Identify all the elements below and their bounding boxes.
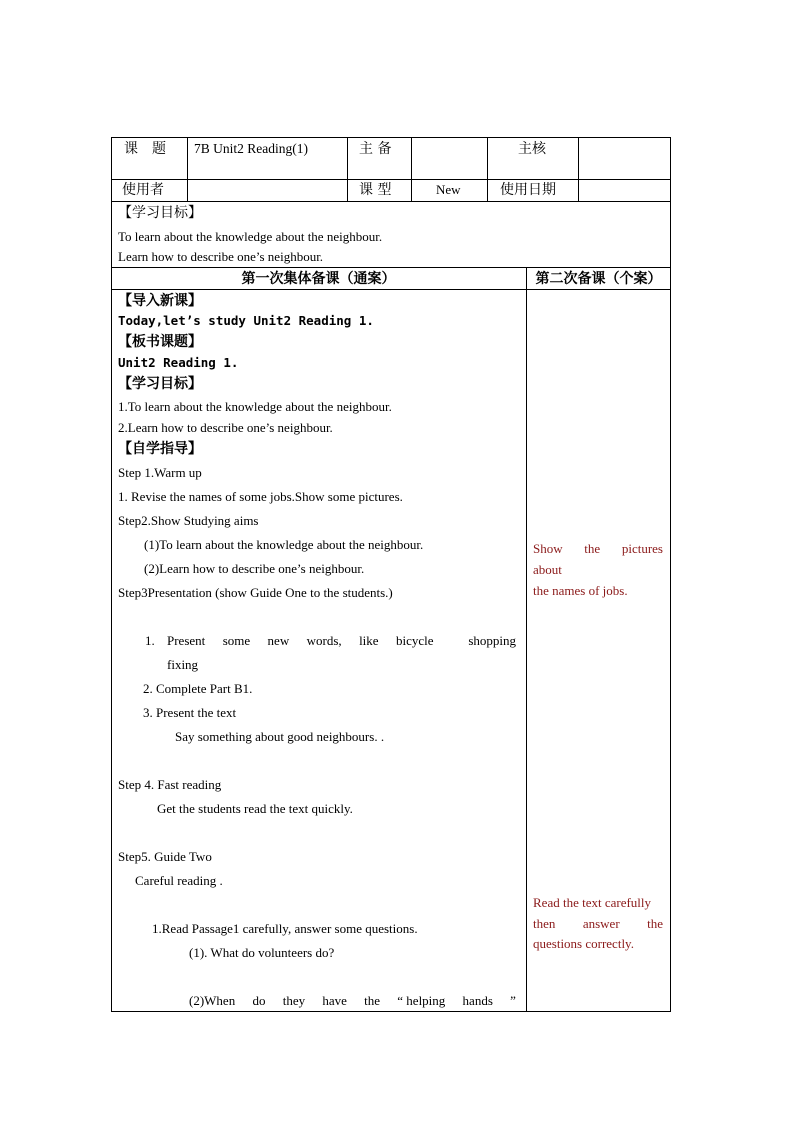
row2-bottom-border [111, 201, 671, 202]
header-divider-3 [411, 137, 412, 201]
board-text: Unit2 Reading 1. [118, 355, 239, 370]
type-value: New [436, 182, 461, 197]
step5-title: Step5. Guide Two [118, 849, 212, 864]
q2-word: have [322, 993, 347, 1008]
topic-label: 课 题 [124, 141, 166, 157]
table-top-border [111, 137, 671, 138]
note1-line-1 [533, 540, 663, 558]
note2-line-1: Read the text carefully [533, 895, 652, 910]
intro-text: Today,let’s study Unit2 Reading 1. [118, 313, 374, 328]
objective-line-2: Learn how to describe one’s neighbour. [118, 249, 324, 264]
step3-item3-sub: Say something about good neighbours. . [175, 729, 385, 744]
date-label: 使用日期 [500, 182, 556, 198]
user-label: 使用者 [122, 182, 164, 198]
header-divider-4 [487, 137, 488, 201]
note2-word: the [647, 916, 663, 931]
left-column-title: 第一次集体备课（通案） [241, 271, 396, 287]
note1-word: Show [533, 541, 563, 556]
q2-word: ” [510, 993, 516, 1008]
note1-line-3: the names of jobs. [533, 583, 628, 598]
header-divider-2 [347, 137, 348, 201]
step3-word: Present [167, 633, 206, 648]
table-left-border [111, 137, 112, 1012]
step3-item1-line [167, 632, 516, 650]
objectives-bottom-border [111, 267, 671, 268]
q2-word: (2)When [189, 993, 236, 1008]
reviewer-label: 主核 [518, 141, 546, 157]
table-right-border [670, 137, 671, 1012]
main-prep-label: 主 备 [359, 141, 392, 157]
note1-line-2: about [533, 562, 562, 577]
goal-line-1: 1.To learn about the knowledge about the neighbour. [118, 399, 392, 414]
step5-question-2 [189, 992, 516, 1010]
goal-line-2: 2.Learn how to describe one’s neighbour. [118, 420, 333, 435]
objective-line-1: To learn about the knowledge about the neighbour. [118, 229, 383, 244]
column-divider [526, 267, 527, 1012]
objectives-heading: 【学习目标】 [118, 205, 202, 221]
type-label: 课 型 [359, 182, 392, 198]
note2-word: then [533, 916, 556, 931]
step3-word: like [359, 633, 379, 648]
step3-title: Step3Presentation (show Guide One to the students.) [118, 585, 393, 600]
note2-line-2 [533, 915, 663, 933]
q2-word: “ helping [397, 993, 446, 1008]
q2-word: do [252, 993, 266, 1008]
table-bottom-border [111, 1011, 671, 1012]
step2-title: Step2.Show Studying aims [118, 513, 259, 528]
step3-word: shopping [468, 633, 516, 648]
note2-word: answer [582, 916, 620, 931]
step3-item1-number: 1. [145, 633, 155, 648]
step2-item-2: (2)Learn how to describe one’s neighbour. [144, 561, 365, 576]
step3-word: words, [306, 633, 342, 648]
step3-item2: 2. Complete Part B1. [143, 681, 253, 696]
step3-word: some [222, 633, 251, 648]
step3-item3: 3. Present the text [143, 705, 237, 720]
note1-word: the [584, 541, 601, 556]
header-divider-5 [578, 137, 579, 201]
goal-heading: 【学习目标】 [118, 376, 202, 392]
step4-item: Get the students read the text quickly. [157, 801, 353, 816]
q2-word: they [282, 993, 306, 1008]
step3-word: bicycle [395, 633, 434, 648]
step1-title: Step 1.Warm up [118, 465, 202, 480]
q2-word: hands [462, 993, 493, 1008]
column-title-bottom-border [111, 289, 671, 290]
intro-heading: 【导入新课】 [118, 293, 202, 309]
step1-item: 1. Revise the names of some jobs.Show some pictures. [118, 489, 403, 504]
step5-sub: Careful reading . [135, 873, 223, 888]
step2-item-1: (1)To learn about the knowledge about the neighbour. [144, 537, 424, 552]
step5-question-1: (1). What do volunteers do? [189, 945, 335, 960]
note1-word: pictures [621, 541, 663, 556]
right-column-title: 第二次备课（个案） [535, 271, 662, 287]
step3-word: new [267, 633, 290, 648]
note2-line-3: questions correctly. [533, 936, 634, 951]
row1-bottom-border [111, 179, 671, 180]
step4-title: Step 4. Fast reading [118, 777, 222, 792]
self-study-heading: 【自学指导】 [118, 441, 202, 457]
header-divider-1 [187, 137, 188, 201]
q2-word: the [364, 993, 381, 1008]
step5-item1: 1.Read Passage1 carefully, answer some questions. [152, 921, 418, 936]
board-heading: 【板书课题】 [118, 334, 202, 350]
step3-item1-continuation: fixing [167, 657, 199, 672]
topic-value: 7B Unit2 Reading(1) [194, 141, 308, 156]
